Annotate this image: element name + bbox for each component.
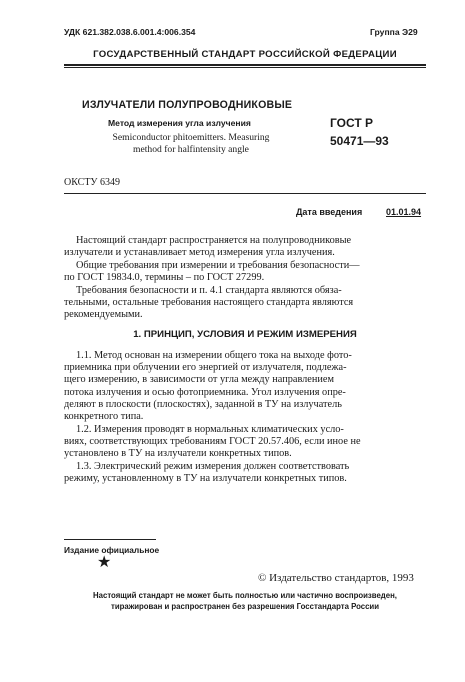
clause-1-1	[64, 350, 424, 423]
notice-line: Настоящий стандарт не может быть полностью или частично воспроизведен,	[93, 591, 397, 600]
title-block-rule	[64, 193, 426, 194]
text-line: деляют в плоскости (плоскостях), заданной в ТУ на излучатель	[64, 398, 342, 410]
clause-1-3	[64, 461, 424, 485]
text-line: рекомендуемыми.	[64, 309, 143, 321]
text-line: потока излучения и осью фотоприемника. Угол излучения опре-	[64, 386, 346, 398]
text-line: режиму, установленному в ТУ на излучатели конкретных типов.	[64, 473, 347, 485]
text-line: приемника при облучении его энергией от излучателя, подлежа-	[64, 362, 347, 374]
english-title-line: method for halfintensity angle	[133, 143, 249, 155]
header-rule-thick	[64, 64, 426, 66]
footer-rule	[64, 539, 156, 540]
english-title	[96, 132, 286, 155]
official-edition-label: Издание официальное	[64, 545, 160, 555]
text-line: Настоящий стандарт распространяется на полупроводниковые	[76, 235, 352, 246]
star-icon: ★	[97, 554, 112, 571]
intro-paragraph	[64, 260, 424, 284]
standard-title: ИЗЛУЧАТЕЛИ ПОЛУПРОВОДНИКОВЫЕ	[82, 99, 293, 111]
reproduction-notice	[64, 590, 426, 612]
text-line: 1.1. Метод основан на измерении общего тока на выходе фото-	[76, 350, 352, 361]
header-rule-thin	[64, 67, 426, 68]
okstu-code: ОКСТУ 6349	[64, 177, 121, 188]
gost-code: ГОСТ Р	[330, 116, 374, 130]
text-line: по ГОСТ 19834.0, термины – по ГОСТ 27299.	[64, 272, 265, 284]
text-line: щего измерению, в зависимости от угла между направлением	[64, 374, 334, 386]
text-line: Требования безопасности и п. 4.1 стандарта являются обяза-	[76, 285, 342, 296]
copyright-notice: © Издательство стандартов, 1993	[258, 572, 414, 584]
text-line: тельными, остальные требования настоящего стандарта являются	[64, 297, 354, 309]
gost-number: 50471—93	[330, 134, 389, 148]
english-title-line: Semiconductor phitoemitters. Measuring	[112, 132, 270, 143]
text-line: виях, соответствующих требованиям ГОСТ 20.57.406, если иное не	[64, 436, 361, 448]
text-line: установлено в ТУ на излучатели конкретных типов.	[64, 448, 292, 460]
text-line: Общие требования при измерении и требования безопасности—	[76, 260, 360, 271]
clause-1-2	[64, 424, 424, 461]
section-heading: 1. ПРИНЦИП, УСЛОВИЯ И РЕЖИМ ИЗМЕРЕНИЯ	[133, 329, 357, 340]
date-intro-value: 01.01.94	[386, 207, 422, 217]
group-code: Группа Э29	[370, 27, 418, 37]
intro-paragraph	[64, 285, 424, 322]
udk-code: УДК 621.382.038.6.001.4:006.354	[64, 27, 196, 37]
date-intro-label: Дата введения	[296, 207, 363, 217]
notice-line: тиражирован и распространен без разрешения Госстандарта России	[111, 602, 379, 611]
text-line: конкретного типа.	[64, 411, 144, 423]
state-standard-title: ГОСУДАРСТВЕННЫЙ СТАНДАРТ РОССИЙСКОЙ ФЕДЕРАЦИИ	[93, 49, 397, 60]
text-line: 1.3. Электрический режим измерения должен соответствовать	[76, 461, 350, 472]
text-line: 1.2. Измерения проводят в нормальных климатических усло-	[76, 424, 344, 435]
standard-subtitle: Метод измерения угла излучения	[108, 118, 251, 128]
intro-paragraph	[64, 235, 424, 259]
text-line: излучатели и устанавливает метод измерения угла излучения.	[64, 247, 335, 259]
